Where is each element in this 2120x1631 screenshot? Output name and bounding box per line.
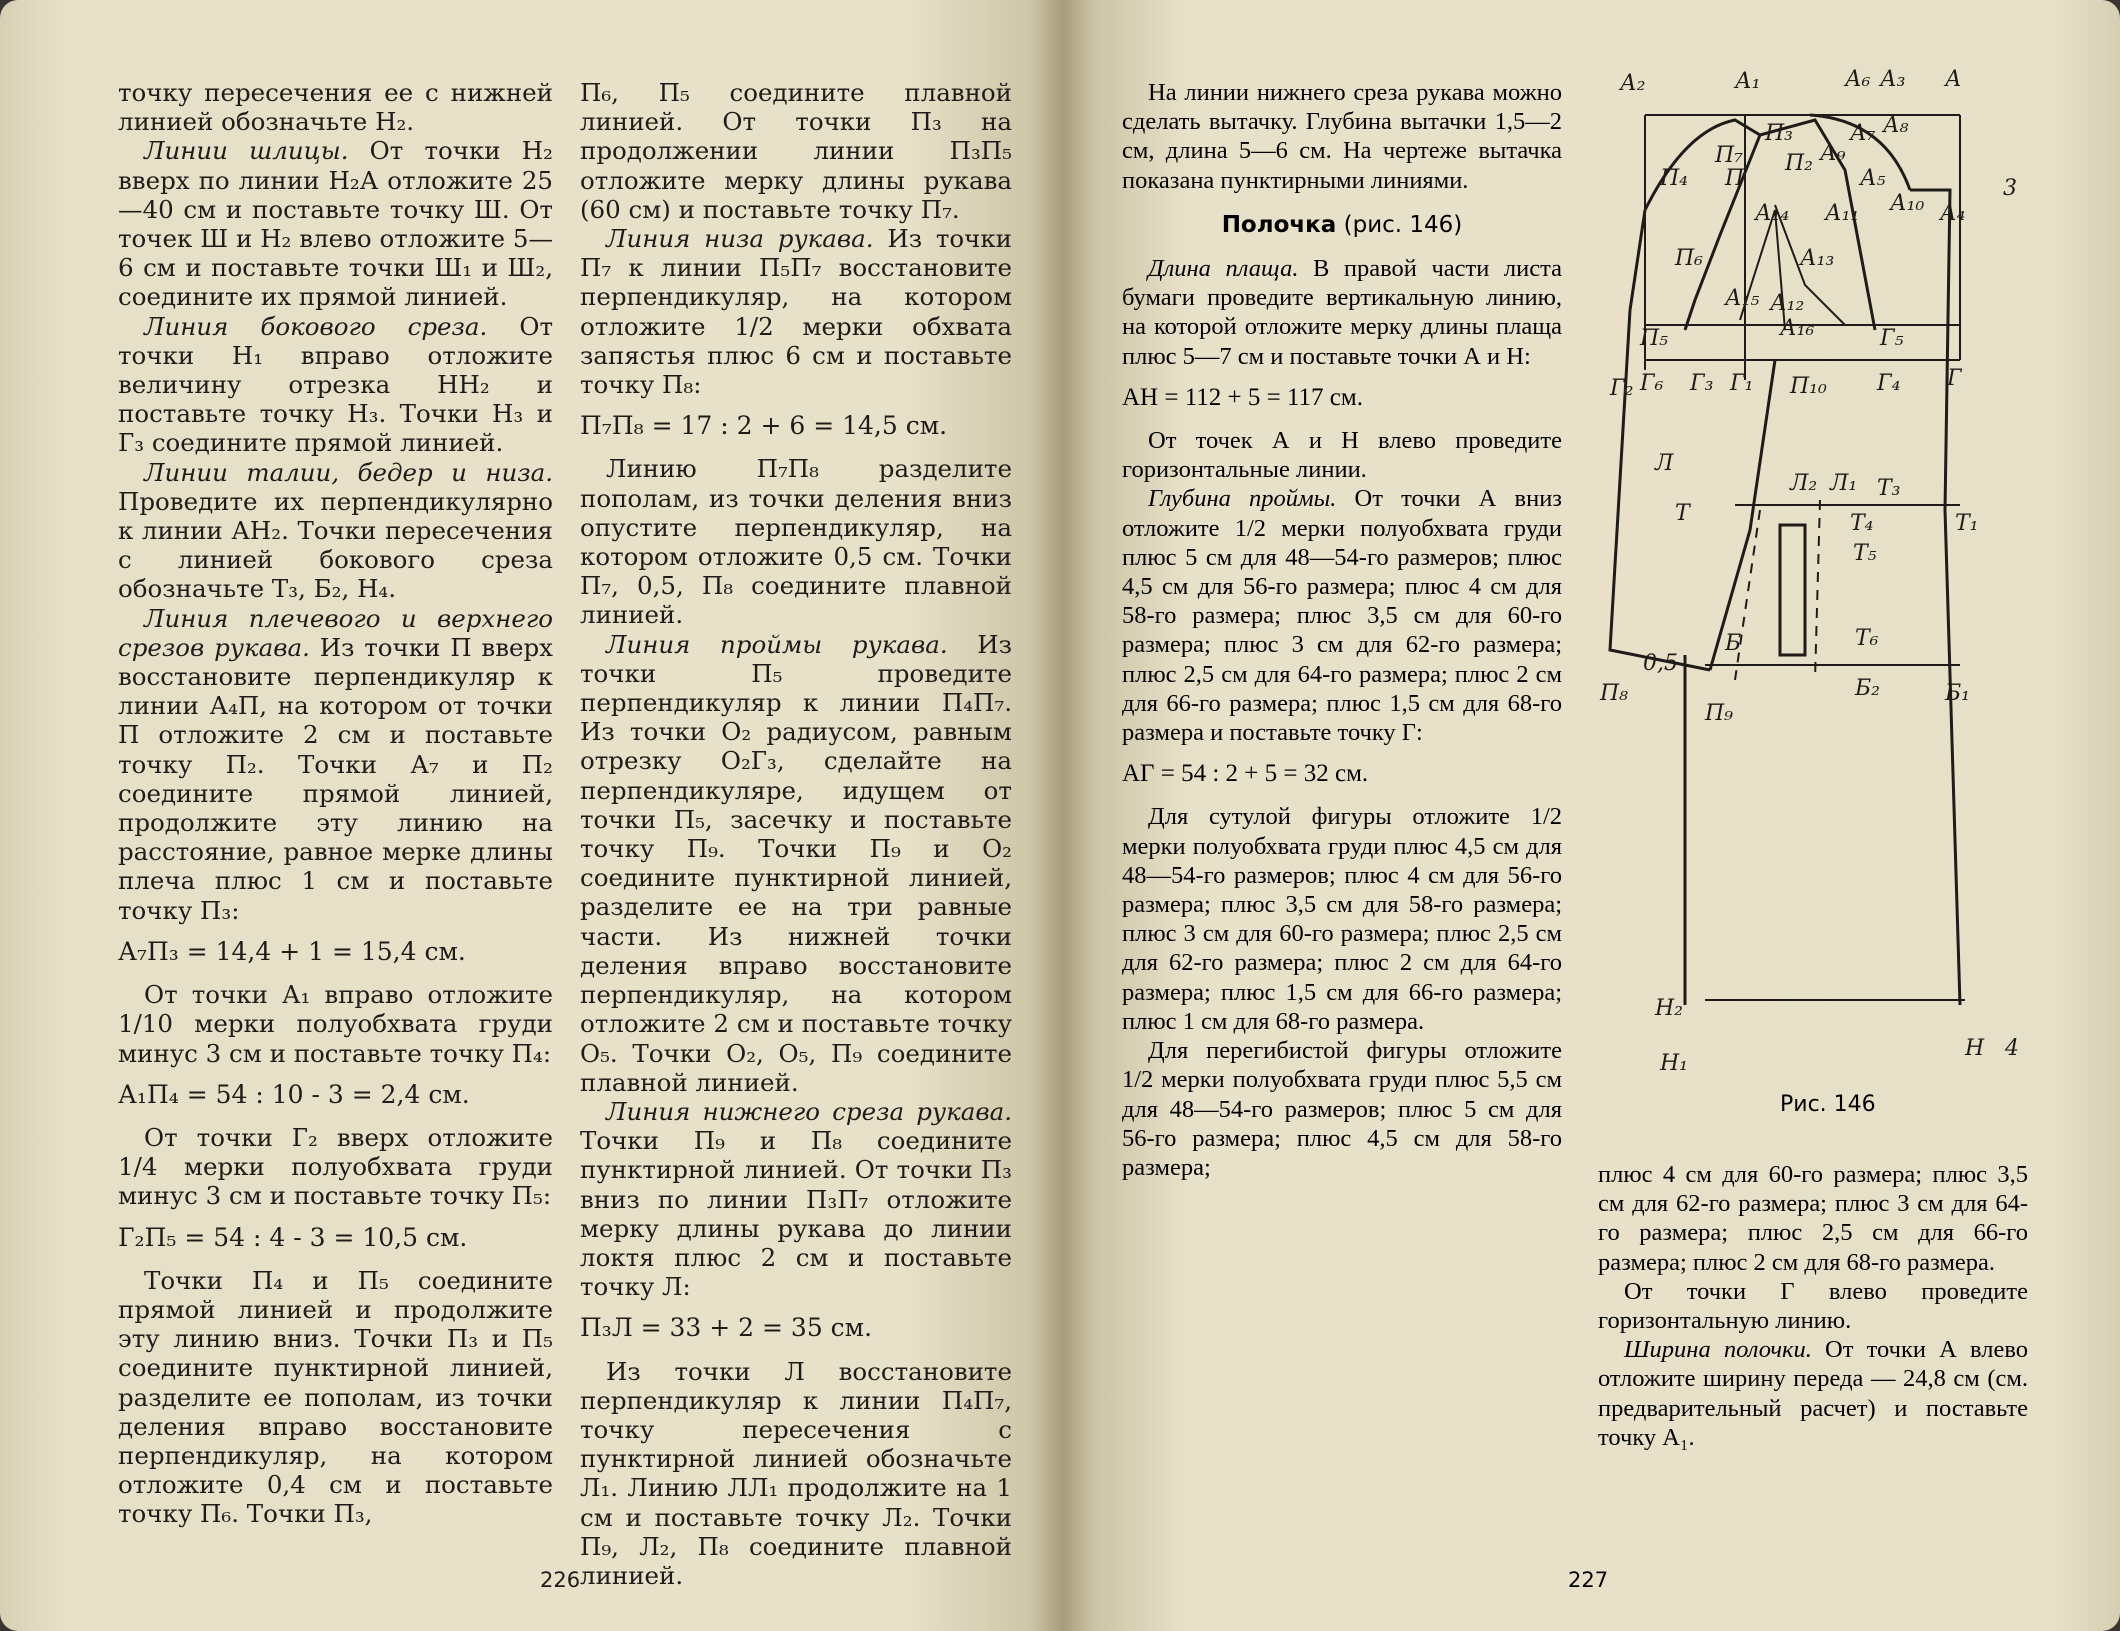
label: П₇ [1715,143,1744,168]
label: А₄ [1940,201,1966,226]
section-title: Линия проймы рукава. [606,629,948,659]
paragraph: плюс 4 см для 60-го размера; плюс 3,5 см для 62-го размера; плюс 3 см для 64-го размера; плюс 2,5 см для 66-го размера; плюс 2 см для 68-го размера. [1598,1161,2028,1276]
label: А₁₁ [1825,201,1860,226]
label: П₂ [1785,151,1814,176]
paragraph-text: От точки Н₁ вправо отложите величину отрезка НН₂ и поставьте точку Н₃. Точки Н₃ и Г₃ соедините прямой линией. [118,311,554,458]
label: Г₄ [1877,371,1901,396]
paragraph: Из точки Л восстановите перпендикуляр к линии П₄П₇, точку пересечения с пунктирной линией обозначьте Л₁. Линию ЛЛ₁ продолжите на 1 см и поставьте точку Л₂. Точки П₉, Л₂, П₈ соедините плавной линией. [580,1356,1012,1590]
paragraph: От точек А и Н влево проведите горизонтальные линии. [1122,427,1562,484]
label: Т₄ [1850,511,1874,536]
label: П₁₀ [1790,374,1827,399]
label: А₃ [1880,67,1906,92]
paragraph-text: Из точки П вверх восстановите перпендикуляр к линии А₄П, на котором от точки П отложите 2 см и поставьте точку П₂. Точки А₇ и П₂ соедините прямой линией, продолжите эту линию на расстояние, равное мерке длины плеча плюс 1 см и поставьте точку П₃: [118,632,553,925]
section-title: Линия плечевого и верхнего срезов рукава. [118,603,553,662]
label: А₁₃ [1800,246,1835,271]
paragraph-text: От точки Н₂ вверх по линии Н₂А отложите 25—40 см и поставьте точку Ш. От точек Ш и Н₂ влево отложите 5—6 см и поставьте точки Ш₁ и Ш₂, соедините их прямой линией. [118,136,553,312]
label: А₁₄ [1755,201,1790,226]
paragraph [580,630,1012,1097]
label: Т₁ [1955,511,1979,536]
label: А₅ [1860,166,1886,191]
paragraph-text: От точки А вниз отложите 1/2 мерки полуобхвата груди плюс 5 см для 48—54-го размеров; плюс 4,5 см для 56-го размера; плюс 4 см для 58-го размера; плюс 3,5 см для 60-го размера; плюс 3 см для 62-го размера; плюс 2,5 см для 64-го размера; плюс 2 см для 66-го размера; плюс 1,5 см для 68-го размера и поставьте точку Г: [1122,485,1562,747]
label: А₆ [1845,67,1871,92]
formula: П₇П₈ = 17 : 2 + 6 = 14,5 см. [580,411,948,441]
figure-caption: Рис. 146 [1780,1092,1876,1117]
label: Л [1655,451,1674,476]
label: Н₁ [1660,1051,1689,1076]
formula: П₃Л = 33 + 2 = 35 см. [580,1313,873,1343]
right-column-1 [1122,78,1562,1182]
formula: А₇П₃ = 14,4 + 1 = 15,4 см. [118,936,466,966]
label: Б [1725,631,1742,656]
label: Б₂ [1855,676,1880,701]
section-heading [1122,211,1562,240]
paragraph [118,312,553,458]
label: Г₂ [1610,376,1634,401]
paragraph: Точки П₄ и П₅ соедините прямой линией и продолжите эту линию вниз. Точки П₃ и П₅ соедините пунктирной линией, разделите ее пополам, из точки деления вправо восстановите перпендикуляр, на котором отложите 0,4 см и поставьте точку П₆. Точки П₃, [118,1265,553,1529]
label: Б₁ [1945,681,1970,706]
label: Т₃ [1877,476,1901,501]
label: А₁₅ [1725,286,1760,311]
heading-ref: (рис. 146) [1336,211,1463,238]
label: Т [1675,501,1690,526]
left-column-2 [580,78,1012,1590]
paragraph [580,1097,1012,1301]
label: П [1725,166,1745,191]
label: 0,5 [1643,651,1678,676]
paragraph-text: От точки А влево отложите ширину переда — 24,8 см (см. предварительный расчет) и поставьте точку А₁. [1598,1336,2028,1451]
section-title: Длина плаща. [1148,255,1299,283]
formula: АН = 112 + 5 = 117 см. [1122,383,1363,411]
label: А₉ [1820,141,1846,166]
paragraph [1598,1335,2028,1452]
paragraph: точку пересечения ее с нижней линией обозначьте Н₂. [118,78,553,137]
right-column-2 [1598,1160,2028,1452]
label: Н [1965,1036,1985,1061]
paragraph: Линию П₇П₈ разделите пополам, из точки деления вниз опустите перпендикуляр, на котором отложите 0,5 см. Точки П₇, 0,5, П₈ соедините плавной линией. [580,454,1012,630]
label: А₈ [1883,113,1909,138]
label: А [1945,67,1962,92]
paragraph: От точки А₁ вправо отложите 1/10 мерки полуобхвата груди минус 3 см и поставьте точку П₄: [118,980,553,1068]
label: А₁₂ [1770,291,1805,316]
page-number: 227 [1568,1568,1609,1592]
formula: Г₂П₅ = 54 : 4 - 3 = 10,5 см. [118,1222,468,1252]
formula: АГ = 54 : 2 + 5 = 32 см. [1122,760,1369,788]
section-title: Ширина полочки. [1624,1336,1812,1364]
paragraph-text: В правой части листа бумаги проведите вертикальную линию, на которой отложите мерку длины плаща плюс 5—7 см и поставьте точки А и Н: [1122,255,1562,370]
paragraph-text: Из точки П₇ к линии П₅П₇ восстановите перпендикуляр, на котором отложите 1/2 мерки обхвата запястья плюс 6 см и поставьте точку П₈: [580,224,1012,400]
paragraph [1122,254,1562,371]
paragraph-text: Из точки П₅ проведите перпендикуляр к линии П₄П₇. Из точки О₂ радиусом, равным отрезку О₂Г₃, сделайте на перпендикуляре, идущем от точки П₅, засечку и поставьте точку П₉. Точки П₉ и О₂ соедините пунктирной линией, разделите ее на три равные части. Из нижней точки деления вправо восстановите перпендикуляр, на котором отложите 2 см и поставьте точку О₅. Точки О₂, О₅, П₉ соедините плавной линией. [580,629,1012,1097]
paragraph-text: Точки П₉ и П₈ соедините пунктирной линией. От точки П₃ вниз по линии П₃П₇ отложите мерку длины рукава до линии локтя плюс 2 см и поставьте точку Л: [580,1126,1012,1302]
label: Г [1947,366,1962,391]
label: Г₅ [1880,326,1904,351]
label: П₃ [1765,121,1794,146]
pocket-outline [1780,525,1805,655]
label: Г₁ [1730,371,1754,396]
pattern-drawing [1600,60,2045,1100]
paragraph [580,224,1012,399]
label: 4 [2005,1036,2019,1061]
dashed-line [1815,500,1820,680]
label: 3 [2003,176,2017,201]
paragraph: От точки Г₂ вверх отложите 1/4 мерки полуобхвата груди минус 3 см и поставьте точку П₅: [118,1122,553,1211]
label: Т₅ [1853,541,1877,566]
label: П₆ [1675,246,1704,271]
label: П₅ [1640,326,1669,351]
label: Г₆ [1640,371,1664,396]
heading-bold: Полочка [1221,211,1337,238]
label: П₈ [1600,681,1629,706]
left-column-1 [118,78,553,1529]
label: Н₂ [1655,996,1684,1021]
paragraph: Для сутулой фигуры отложите 1/2 мерки полуобхвата груди плюс 4,5 см для 48—54-го размеров; плюс 4 см для 56-го размера; плюс 3,5 см для 58-го размера; плюс 3 см для 60-го размера; плюс 2,5 см для 62-го размера; плюс 2 см для 64-го размера; плюс 1,5 см для 66-го размера; плюс 1 см для 68-го размера. [1122,803,1562,1035]
drawing-labels [1599,67,2019,1076]
label: Г₃ [1690,371,1714,396]
label: А₁₀ [1890,191,1925,216]
section-title: Линия бокового среза. [144,311,488,341]
pattern-drawing-figure [1600,60,2045,1100]
section-title: Линия нижнего среза рукава. [606,1096,1012,1126]
paragraph [118,458,553,604]
sleeve-outer-line [1610,210,1710,670]
label: А₁₆ [1780,316,1815,341]
paragraph: Для перегибистой фигуры отложите 1/2 мерки полуобхвата груди плюс 5,5 см для 48—54-го размеров; плюс 5 см для 56-го размера; плюс 4,5 см для 58-го размера; [1122,1037,1562,1181]
paragraph: От точки Г влево проведите горизонтальную линию. [1598,1277,2028,1335]
formula: А₁П₄ = 54 : 10 - 3 = 2,4 см. [118,1079,470,1109]
page-number: 226 [540,1568,581,1592]
label: П₉ [1705,701,1734,726]
section-title: Линии талии, бедер и низа. [144,457,553,487]
label: А₁ [1735,69,1761,94]
label: А₇ [1850,121,1876,146]
label: Л₁ [1830,471,1858,496]
paragraph-text: Проведите их перпендикулярно к линии АН₂. Точки пересечения с линией бокового среза обозначьте Т₃, Б₂, Н₄. [118,486,553,604]
label: А₂ [1620,71,1646,96]
section-title: Глубина проймы. [1148,485,1337,513]
label: П₄ [1660,166,1689,191]
section-title: Линия низа рукава. [606,224,874,254]
paragraph [118,604,553,925]
label: Т₆ [1855,626,1879,651]
paragraph: На линии нижнего среза рукава можно сделать вытачку. Глубина вытачки 1,5—2 см, длина 5—6 см. На чертеже вытачка показана пунктирными линиями. [1122,79,1562,194]
paragraph: П₆, П₅ соедините плавной линией. От точки П₃ на продолжении линии П₃П₅ отложите мерку длины рукава (60 см) и поставьте точку П₇. [580,78,1012,224]
paragraph [118,136,553,311]
paragraph [1122,484,1562,747]
label: Л₂ [1790,471,1818,496]
section-title: Линии шлицы. [144,136,349,166]
front-edge-line [1910,190,1960,1005]
